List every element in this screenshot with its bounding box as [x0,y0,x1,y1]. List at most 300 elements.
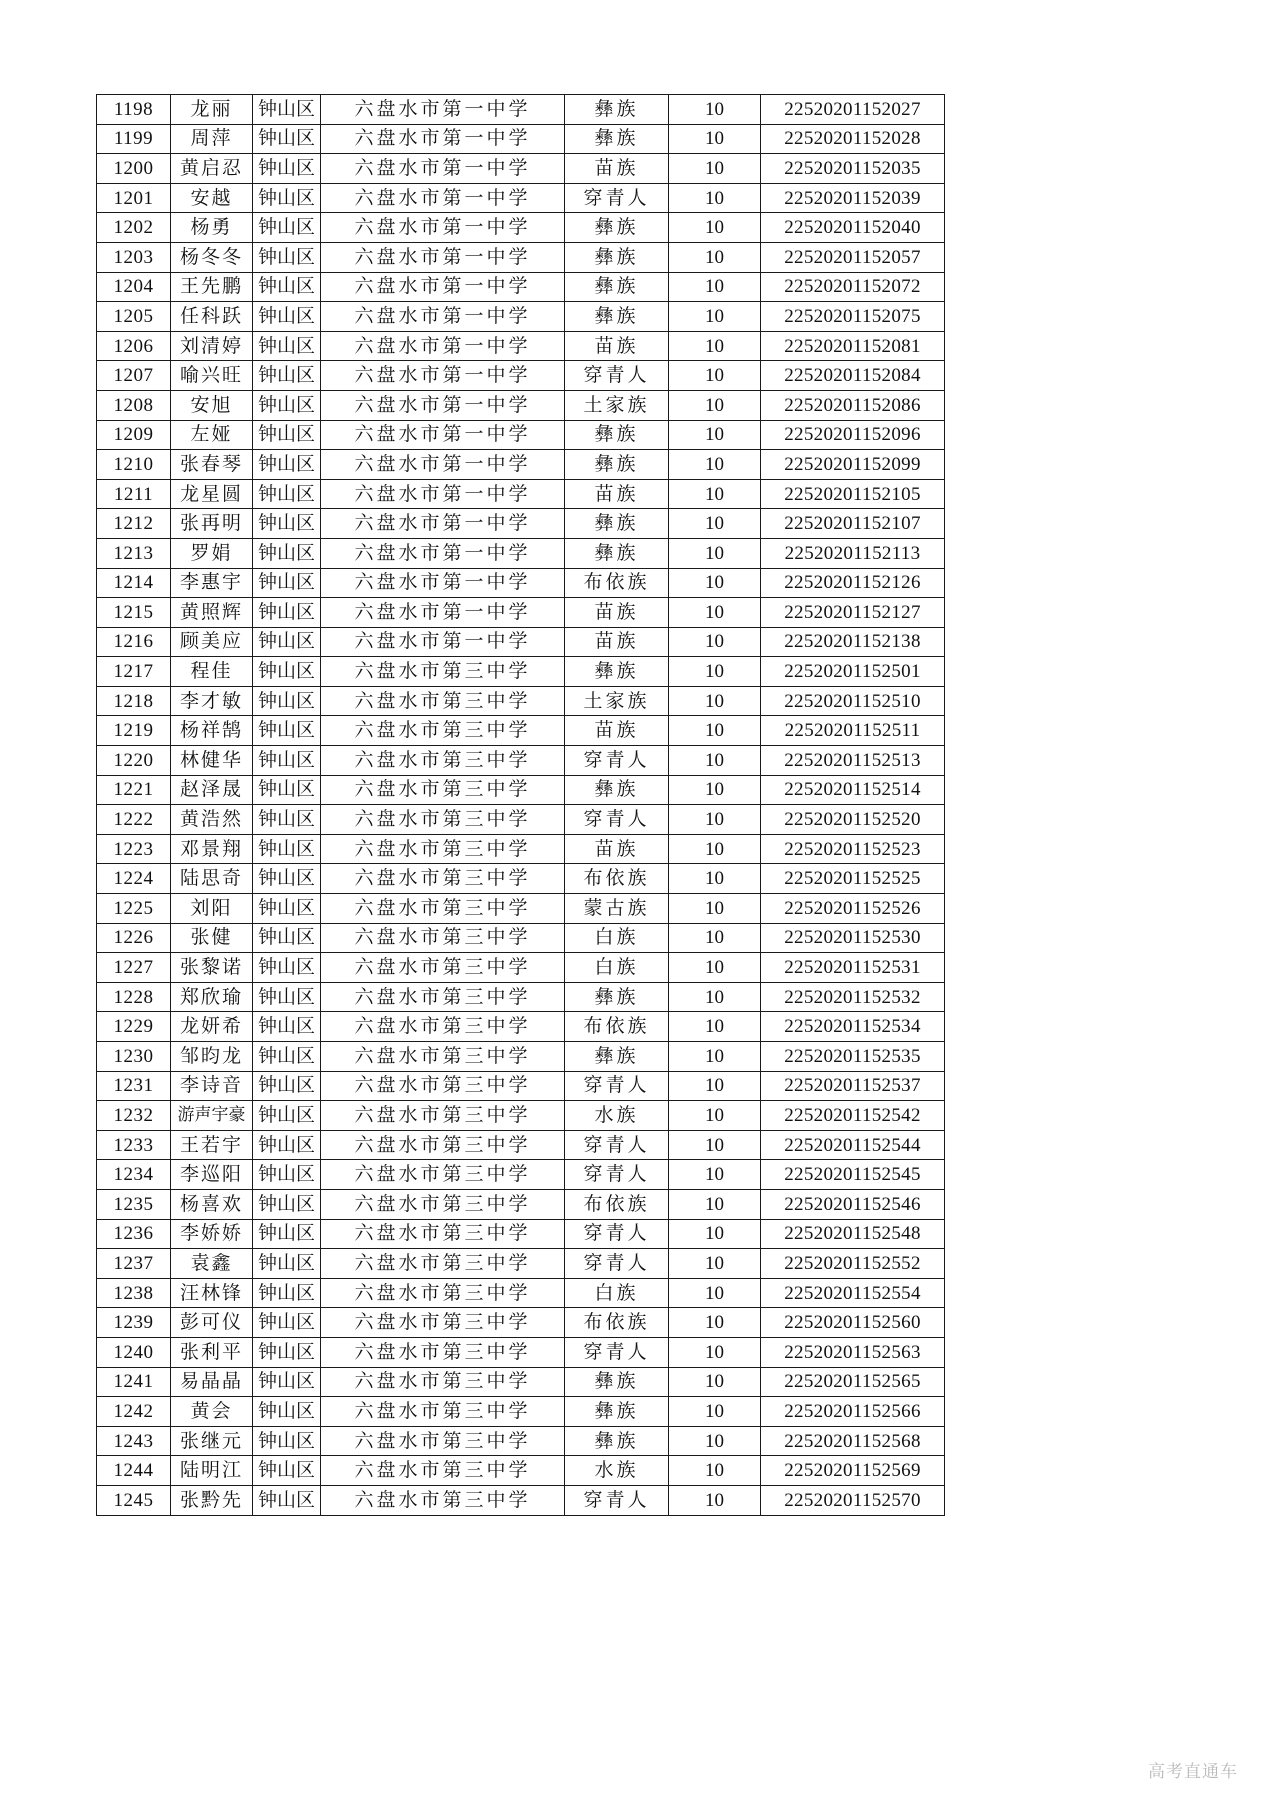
cell-name: 李才敏 [171,686,253,716]
cell-name: 郑欣瑜 [171,982,253,1012]
cell-exam-id: 22520201152113 [761,538,945,568]
cell-district: 钟山区 [253,568,321,598]
cell-school: 六盘水市第三中学 [321,1219,565,1249]
cell-score: 10 [669,124,761,154]
cell-ethnicity: 穿青人 [565,1160,669,1190]
cell-ethnicity: 穿青人 [565,746,669,776]
cell-district: 钟山区 [253,154,321,184]
cell-exam-id: 22520201152523 [761,834,945,864]
cell-sequence: 1219 [97,716,171,746]
cell-name: 黄会 [171,1397,253,1427]
cell-school: 六盘水市第三中学 [321,1042,565,1072]
cell-district: 钟山区 [253,1249,321,1279]
cell-district: 钟山区 [253,1160,321,1190]
cell-exam-id: 22520201152086 [761,390,945,420]
cell-sequence: 1234 [97,1160,171,1190]
cell-ethnicity: 彝族 [565,1426,669,1456]
cell-exam-id: 22520201152057 [761,242,945,272]
cell-sequence: 1236 [97,1219,171,1249]
cell-school: 六盘水市第三中学 [321,746,565,776]
cell-school: 六盘水市第三中学 [321,657,565,687]
cell-school: 六盘水市第三中学 [321,1397,565,1427]
cell-name: 刘阳 [171,894,253,924]
cell-ethnicity: 水族 [565,1456,669,1486]
cell-district: 钟山区 [253,716,321,746]
cell-ethnicity: 蒙古族 [565,894,669,924]
cell-school: 六盘水市第三中学 [321,953,565,983]
table-row [97,982,945,1012]
cell-ethnicity: 土家族 [565,686,669,716]
table-row [97,1249,945,1279]
cell-district: 钟山区 [253,242,321,272]
cell-sequence: 1203 [97,242,171,272]
cell-name: 陆明江 [171,1456,253,1486]
cell-sequence: 1206 [97,331,171,361]
table-row [97,1426,945,1456]
cell-exam-id: 22520201152531 [761,953,945,983]
cell-score: 10 [669,183,761,213]
cell-exam-id: 22520201152534 [761,1012,945,1042]
table-row [97,746,945,776]
cell-exam-id: 22520201152554 [761,1278,945,1308]
cell-ethnicity: 穿青人 [565,183,669,213]
cell-exam-id: 22520201152040 [761,213,945,243]
cell-ethnicity: 苗族 [565,834,669,864]
cell-score: 10 [669,686,761,716]
cell-sequence: 1199 [97,124,171,154]
cell-name: 赵泽晟 [171,775,253,805]
cell-school: 六盘水市第三中学 [321,1426,565,1456]
cell-school: 六盘水市第三中学 [321,1160,565,1190]
cell-score: 10 [669,834,761,864]
cell-district: 钟山区 [253,686,321,716]
cell-sequence: 1213 [97,538,171,568]
cell-exam-id: 22520201152563 [761,1337,945,1367]
cell-score: 10 [669,1219,761,1249]
cell-exam-id: 22520201152027 [761,95,945,125]
cell-school: 六盘水市第一中学 [321,361,565,391]
cell-score: 10 [669,213,761,243]
cell-ethnicity: 穿青人 [565,1219,669,1249]
table-row [97,864,945,894]
cell-school: 六盘水市第一中学 [321,538,565,568]
cell-score: 10 [669,1130,761,1160]
cell-exam-id: 22520201152028 [761,124,945,154]
cell-exam-id: 22520201152072 [761,272,945,302]
cell-name: 顾美应 [171,627,253,657]
cell-name: 张黎诺 [171,953,253,983]
cell-score: 10 [669,1485,761,1515]
cell-district: 钟山区 [253,420,321,450]
cell-sequence: 1202 [97,213,171,243]
cell-district: 钟山区 [253,1337,321,1367]
cell-score: 10 [669,746,761,776]
table-row [97,1308,945,1338]
cell-score: 10 [669,775,761,805]
cell-school: 六盘水市第一中学 [321,154,565,184]
cell-sequence: 1226 [97,923,171,953]
cell-district: 钟山区 [253,834,321,864]
table-row [97,686,945,716]
cell-sequence: 1224 [97,864,171,894]
cell-school: 六盘水市第一中学 [321,95,565,125]
cell-score: 10 [669,805,761,835]
cell-ethnicity: 苗族 [565,154,669,184]
cell-sequence: 1212 [97,509,171,539]
table-row [97,775,945,805]
cell-score: 10 [669,95,761,125]
table-row [97,894,945,924]
cell-district: 钟山区 [253,1071,321,1101]
cell-sequence: 1220 [97,746,171,776]
table-row [97,302,945,332]
cell-score: 10 [669,154,761,184]
cell-name: 陆思奇 [171,864,253,894]
cell-ethnicity: 布依族 [565,1012,669,1042]
cell-exam-id: 22520201152570 [761,1485,945,1515]
cell-school: 六盘水市第三中学 [321,1071,565,1101]
cell-exam-id: 22520201152530 [761,923,945,953]
cell-school: 六盘水市第三中学 [321,923,565,953]
cell-name: 易晶晶 [171,1367,253,1397]
cell-sequence: 1207 [97,361,171,391]
cell-name: 李惠宇 [171,568,253,598]
cell-score: 10 [669,716,761,746]
cell-school: 六盘水市第三中学 [321,1189,565,1219]
cell-district: 钟山区 [253,1367,321,1397]
cell-district: 钟山区 [253,1278,321,1308]
cell-sequence: 1230 [97,1042,171,1072]
cell-sequence: 1241 [97,1367,171,1397]
cell-school: 六盘水市第一中学 [321,242,565,272]
cell-exam-id: 22520201152039 [761,183,945,213]
cell-school: 六盘水市第一中学 [321,183,565,213]
cell-exam-id: 22520201152099 [761,450,945,480]
cell-school: 六盘水市第一中学 [321,479,565,509]
cell-school: 六盘水市第三中学 [321,775,565,805]
cell-school: 六盘水市第三中学 [321,1278,565,1308]
cell-score: 10 [669,331,761,361]
table-row [97,242,945,272]
cell-sequence: 1218 [97,686,171,716]
cell-school: 六盘水市第三中学 [321,1367,565,1397]
roster-table-body [97,95,945,1516]
cell-sequence: 1215 [97,598,171,628]
cell-score: 10 [669,923,761,953]
cell-district: 钟山区 [253,1219,321,1249]
cell-school: 六盘水市第三中学 [321,1101,565,1131]
cell-name: 林健华 [171,746,253,776]
cell-exam-id: 22520201152526 [761,894,945,924]
cell-district: 钟山区 [253,272,321,302]
cell-ethnicity: 白族 [565,1278,669,1308]
cell-name: 程佳 [171,657,253,687]
table-row [97,1367,945,1397]
cell-district: 钟山区 [253,450,321,480]
cell-name: 杨祥鹄 [171,716,253,746]
cell-school: 六盘水市第三中学 [321,1456,565,1486]
cell-ethnicity: 土家族 [565,390,669,420]
cell-ethnicity: 布依族 [565,864,669,894]
cell-exam-id: 22520201152568 [761,1426,945,1456]
cell-ethnicity: 穿青人 [565,1485,669,1515]
cell-ethnicity: 水族 [565,1101,669,1131]
cell-name: 邹昀龙 [171,1042,253,1072]
table-row [97,1189,945,1219]
cell-exam-id: 22520201152546 [761,1189,945,1219]
cell-score: 10 [669,1012,761,1042]
cell-sequence: 1205 [97,302,171,332]
cell-exam-id: 22520201152127 [761,598,945,628]
cell-exam-id: 22520201152510 [761,686,945,716]
cell-district: 钟山区 [253,1189,321,1219]
cell-district: 钟山区 [253,331,321,361]
cell-school: 六盘水市第三中学 [321,1012,565,1042]
cell-sequence: 1198 [97,95,171,125]
cell-district: 钟山区 [253,805,321,835]
cell-score: 10 [669,1278,761,1308]
table-row [97,834,945,864]
cell-school: 六盘水市第三中学 [321,982,565,1012]
cell-name: 张再明 [171,509,253,539]
cell-exam-id: 22520201152084 [761,361,945,391]
cell-name: 龙妍希 [171,1012,253,1042]
cell-district: 钟山区 [253,598,321,628]
cell-score: 10 [669,390,761,420]
cell-exam-id: 22520201152525 [761,864,945,894]
cell-score: 10 [669,1397,761,1427]
cell-district: 钟山区 [253,657,321,687]
cell-school: 六盘水市第一中学 [321,598,565,628]
cell-score: 10 [669,1071,761,1101]
cell-school: 六盘水市第一中学 [321,213,565,243]
cell-sequence: 1229 [97,1012,171,1042]
cell-ethnicity: 彝族 [565,420,669,450]
cell-score: 10 [669,361,761,391]
table-row [97,450,945,480]
table-row [97,124,945,154]
cell-name: 杨冬冬 [171,242,253,272]
table-row [97,183,945,213]
cell-district: 钟山区 [253,1426,321,1456]
table-row [97,509,945,539]
cell-district: 钟山区 [253,302,321,332]
cell-district: 钟山区 [253,213,321,243]
table-row [97,331,945,361]
cell-district: 钟山区 [253,775,321,805]
table-row [97,272,945,302]
cell-name: 彭可仪 [171,1308,253,1338]
cell-exam-id: 22520201152513 [761,746,945,776]
cell-school: 六盘水市第一中学 [321,302,565,332]
cell-name: 邓景翔 [171,834,253,864]
cell-exam-id: 22520201152565 [761,1367,945,1397]
table-row [97,390,945,420]
cell-exam-id: 22520201152532 [761,982,945,1012]
cell-exam-id: 22520201152511 [761,716,945,746]
cell-exam-id: 22520201152569 [761,1456,945,1486]
cell-ethnicity: 彝族 [565,1042,669,1072]
cell-school: 六盘水市第三中学 [321,686,565,716]
cell-score: 10 [669,479,761,509]
cell-ethnicity: 苗族 [565,627,669,657]
cell-ethnicity: 布依族 [565,1189,669,1219]
cell-name: 杨勇 [171,213,253,243]
cell-school: 六盘水市第三中学 [321,894,565,924]
cell-school: 六盘水市第三中学 [321,864,565,894]
cell-ethnicity: 苗族 [565,716,669,746]
cell-sequence: 1208 [97,390,171,420]
cell-school: 六盘水市第三中学 [321,1249,565,1279]
cell-district: 钟山区 [253,894,321,924]
cell-score: 10 [669,894,761,924]
cell-name: 王先鹏 [171,272,253,302]
cell-score: 10 [669,538,761,568]
cell-sequence: 1227 [97,953,171,983]
cell-sequence: 1217 [97,657,171,687]
cell-sequence: 1240 [97,1337,171,1367]
cell-name: 龙丽 [171,95,253,125]
cell-exam-id: 22520201152542 [761,1101,945,1131]
cell-school: 六盘水市第一中学 [321,568,565,598]
cell-name: 黄照辉 [171,598,253,628]
cell-name: 罗娟 [171,538,253,568]
cell-score: 10 [669,657,761,687]
cell-name: 周萍 [171,124,253,154]
cell-score: 10 [669,420,761,450]
cell-sequence: 1204 [97,272,171,302]
cell-district: 钟山区 [253,1101,321,1131]
cell-name: 李巡阳 [171,1160,253,1190]
cell-ethnicity: 彝族 [565,450,669,480]
cell-score: 10 [669,1101,761,1131]
cell-sequence: 1244 [97,1456,171,1486]
cell-name: 张健 [171,923,253,953]
cell-district: 钟山区 [253,1042,321,1072]
table-row [97,538,945,568]
cell-score: 10 [669,509,761,539]
cell-district: 钟山区 [253,746,321,776]
cell-school: 六盘水市第一中学 [321,509,565,539]
cell-district: 钟山区 [253,509,321,539]
cell-sequence: 1237 [97,1249,171,1279]
cell-sequence: 1210 [97,450,171,480]
cell-sequence: 1216 [97,627,171,657]
watermark: 高考直通车 [1148,1762,1238,1782]
cell-score: 10 [669,1189,761,1219]
cell-ethnicity: 苗族 [565,479,669,509]
cell-exam-id: 22520201152501 [761,657,945,687]
cell-exam-id: 22520201152107 [761,509,945,539]
cell-ethnicity: 苗族 [565,598,669,628]
cell-exam-id: 22520201152548 [761,1219,945,1249]
table-row [97,479,945,509]
cell-exam-id: 22520201152075 [761,302,945,332]
cell-district: 钟山区 [253,361,321,391]
cell-exam-id: 22520201152126 [761,568,945,598]
cell-ethnicity: 苗族 [565,331,669,361]
cell-name: 安越 [171,183,253,213]
cell-school: 六盘水市第三中学 [321,1308,565,1338]
cell-name: 任科跃 [171,302,253,332]
cell-ethnicity: 穿青人 [565,805,669,835]
cell-sequence: 1233 [97,1130,171,1160]
cell-score: 10 [669,1249,761,1279]
cell-sequence: 1231 [97,1071,171,1101]
cell-name: 王若宇 [171,1130,253,1160]
cell-school: 六盘水市第一中学 [321,627,565,657]
cell-district: 钟山区 [253,1308,321,1338]
cell-ethnicity: 穿青人 [565,1071,669,1101]
table-row [97,1012,945,1042]
table-row [97,95,945,125]
cell-ethnicity: 彝族 [565,538,669,568]
cell-ethnicity: 彝族 [565,775,669,805]
table-row [97,716,945,746]
cell-score: 10 [669,598,761,628]
cell-exam-id: 22520201152545 [761,1160,945,1190]
table-row [97,598,945,628]
cell-name: 汪林锋 [171,1278,253,1308]
cell-ethnicity: 穿青人 [565,361,669,391]
cell-name: 李诗音 [171,1071,253,1101]
cell-school: 六盘水市第三中学 [321,1337,565,1367]
cell-ethnicity: 布依族 [565,1308,669,1338]
roster-table-container [96,94,944,1516]
cell-ethnicity: 穿青人 [565,1337,669,1367]
cell-ethnicity: 穿青人 [565,1249,669,1279]
cell-sequence: 1235 [97,1189,171,1219]
cell-school: 六盘水市第三中学 [321,805,565,835]
cell-exam-id: 22520201152552 [761,1249,945,1279]
cell-score: 10 [669,272,761,302]
table-row [97,805,945,835]
table-row [97,1219,945,1249]
cell-exam-id: 22520201152544 [761,1130,945,1160]
cell-exam-id: 22520201152138 [761,627,945,657]
cell-sequence: 1201 [97,183,171,213]
table-row [97,420,945,450]
cell-name: 李娇娇 [171,1219,253,1249]
cell-school: 六盘水市第一中学 [321,450,565,480]
cell-school: 六盘水市第一中学 [321,331,565,361]
cell-score: 10 [669,1426,761,1456]
table-row [97,1397,945,1427]
cell-sequence: 1242 [97,1397,171,1427]
cell-sequence: 1209 [97,420,171,450]
cell-score: 10 [669,1337,761,1367]
cell-exam-id: 22520201152035 [761,154,945,184]
cell-score: 10 [669,982,761,1012]
cell-sequence: 1243 [97,1426,171,1456]
cell-name: 杨喜欢 [171,1189,253,1219]
cell-exam-id: 22520201152520 [761,805,945,835]
table-row [97,1337,945,1367]
cell-district: 钟山区 [253,953,321,983]
cell-sequence: 1221 [97,775,171,805]
table-row [97,1042,945,1072]
cell-ethnicity: 穿青人 [565,1130,669,1160]
cell-name: 安旭 [171,390,253,420]
cell-district: 钟山区 [253,538,321,568]
table-row [97,213,945,243]
cell-score: 10 [669,450,761,480]
cell-exam-id: 22520201152537 [761,1071,945,1101]
cell-school: 六盘水市第一中学 [321,420,565,450]
cell-name: 左娅 [171,420,253,450]
cell-exam-id: 22520201152560 [761,1308,945,1338]
cell-score: 10 [669,1308,761,1338]
